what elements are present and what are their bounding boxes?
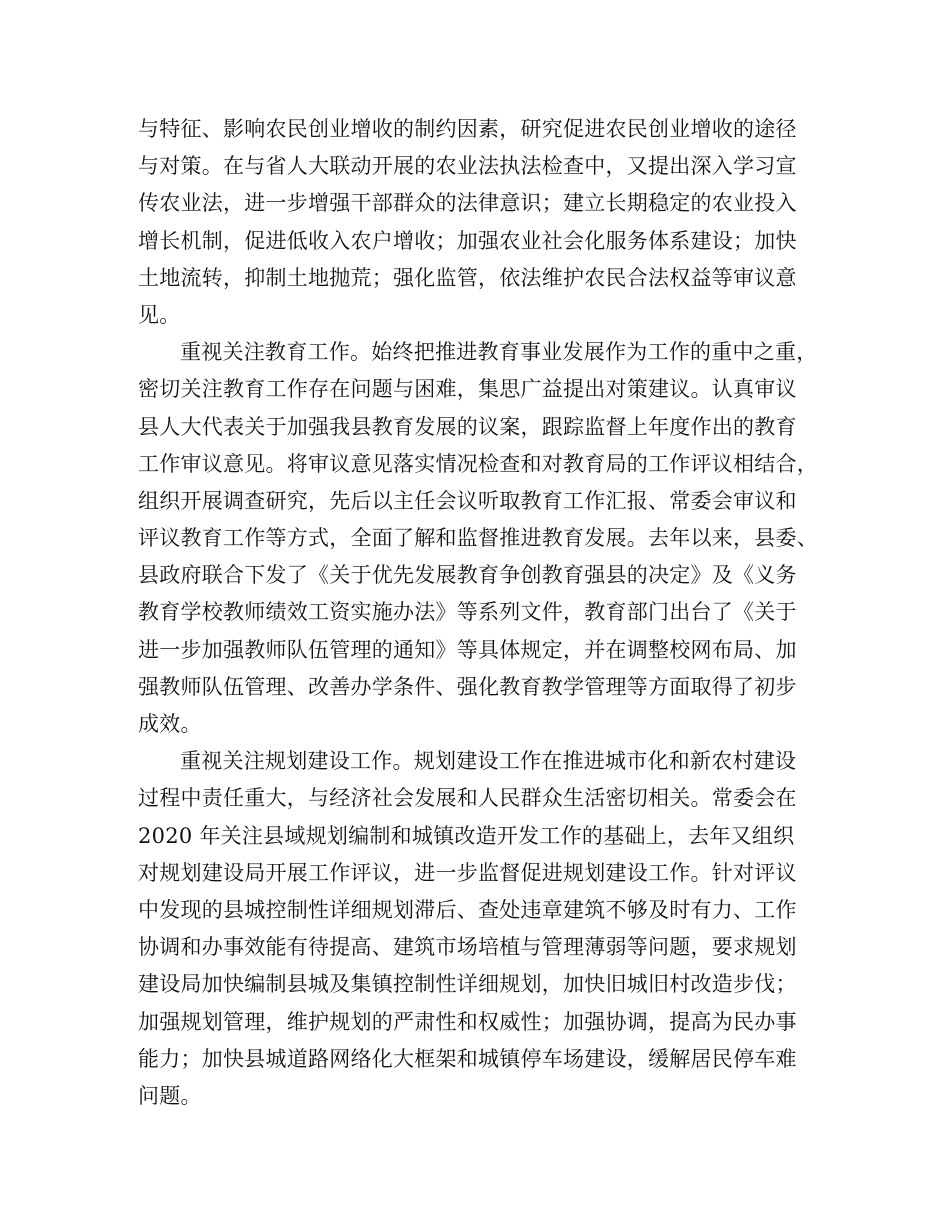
text-line: 教育学校教师绩效工资实施办法》等系列文件，教育部门出台了《关于 [138, 600, 797, 625]
text-line: 能力；加快县城道路网络化大框架和城镇停车场建设，缓解居民停车难 [138, 1046, 797, 1071]
text-line: 评议教育工作等方式，全面了解和监督推进教育发展。去年以来，县委、 [138, 526, 818, 551]
text-line: 土地流转，抑制土地抛荒；强化监管，依法维护农民合法权益等审议意 [138, 265, 797, 290]
text-line: 重视关注教育工作。始终把推进教育事业发展作为工作的重中之重， [180, 340, 818, 365]
text-line: 县政府联合下发了《关于优先发展教育争创教育强县的决定》及《义务 [138, 563, 797, 588]
text-line: 与特征、影响农民创业增收的制约因素，研究促进农民创业增收的途径 [138, 117, 797, 141]
text-line: 见。 [138, 302, 181, 327]
text-line: 强教师队伍管理、改善办学条件、强化教育教学管理等方面取得了初步 [138, 674, 797, 699]
text-line: 过程中责任重大，与经济社会发展和人民群众生活密切相关。常委会在 [138, 786, 797, 811]
paragraph-planning [138, 743, 818, 1115]
text-line: 进一步加强教师队伍管理的通知》等具体规定，并在调整校网布局、加 [138, 637, 797, 662]
text-line: 传农业法，进一步增强干部群众的法律意识；建立长期稳定的农业投入 [138, 191, 797, 216]
text-line: 密切关注教育工作存在问题与困难，集思广益提出对策建议。认真审议 [138, 377, 797, 402]
text-line: 协调和办事效能有待提高、建筑市场培植与管理薄弱等问题，要求规划 [138, 935, 797, 960]
text-line: 成效。 [138, 712, 202, 736]
text-line: 加强规划管理，维护规划的严肃性和权威性；加强协调，提高为民办事 [138, 1009, 797, 1034]
text-line: 县人大代表关于加强我县教育发展的议案，跟踪监督上年度作出的教育 [138, 414, 797, 439]
text-line: 2020 年关注县域规划编制和城镇改造开发工作的基础上，去年又组织 [138, 823, 795, 848]
text-line: 建设局加快编制县城及集镇控制性详细规划，加快旧城旧村改造步伐； [138, 972, 797, 997]
text-line: 问题。 [138, 1083, 202, 1108]
text-line: 对规划建设局开展工作评议，进一步监督促进规划建设工作。针对评议 [138, 860, 797, 885]
document-body [138, 111, 818, 1115]
paragraph-education [138, 334, 818, 743]
text-line: 工作审议意见。将审议意见落实情况检查和对教育局的工作评议相结合， [138, 451, 818, 476]
text-line: 增长机制，促进低收入农户增收；加强农业社会化服务体系建设；加快 [138, 228, 797, 253]
text-line: 组织开展调查研究，先后以主任会议听取教育工作汇报、常委会审议和 [138, 488, 797, 513]
paragraph-agriculture [138, 111, 818, 334]
text-line: 与对策。在与省人大联动开展的农业法执法检查中，又提出深入学习宣 [138, 154, 797, 179]
text-line: 中发现的县城控制性详细规划滞后、查处违章建筑不够及时有力、工作 [138, 897, 797, 922]
text-line: 重视关注规划建设工作。规划建设工作在推进城市化和新农村建设 [180, 749, 797, 774]
